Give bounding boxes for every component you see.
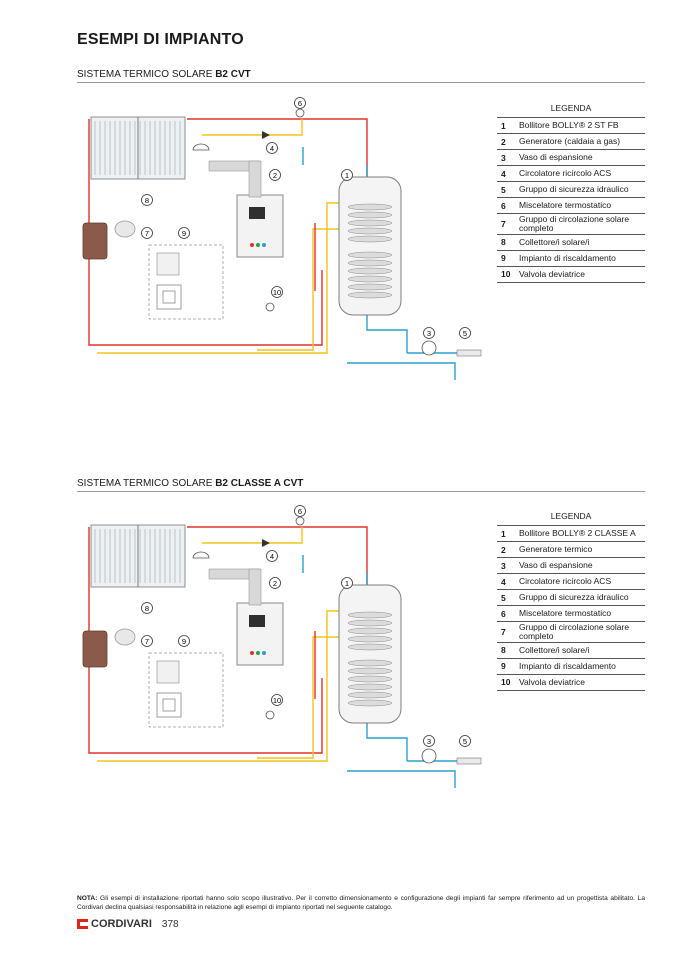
boiler bbox=[237, 195, 283, 257]
cold-pipe-inlet bbox=[347, 771, 455, 788]
safety-group bbox=[457, 350, 481, 356]
section-2-heading bbox=[77, 478, 645, 492]
legend-text: Bollitore BOLLY® 2 CLASSE A bbox=[519, 528, 636, 539]
legend-text: Vaso di espansione bbox=[519, 152, 593, 163]
acs-expansion-vessel bbox=[193, 144, 209, 150]
legend-text: Gruppo di sicurezza idraulico bbox=[519, 184, 629, 195]
tank-coil-lower bbox=[348, 676, 392, 682]
legend-num: 4 bbox=[501, 168, 506, 179]
legend-num: 10 bbox=[501, 269, 511, 280]
flue-pipe-vertical bbox=[249, 161, 261, 197]
solar-expansion-vessel bbox=[115, 221, 135, 237]
legend-text: Valvola deviatrice bbox=[519, 268, 585, 279]
legend-item bbox=[497, 267, 645, 283]
legend-num: 1 bbox=[501, 528, 506, 539]
solar-circulation-group bbox=[83, 223, 107, 259]
section-1-diagram bbox=[77, 95, 497, 385]
legend-num: 2 bbox=[501, 136, 506, 147]
callout-number: 1 bbox=[344, 170, 350, 180]
tank-coil-lower bbox=[348, 260, 392, 266]
page-title: ESEMPI DI IMPIANTO bbox=[77, 31, 244, 48]
legend-num: 3 bbox=[501, 152, 506, 163]
callout-number: 5 bbox=[462, 328, 468, 338]
legend-num: 6 bbox=[501, 200, 506, 211]
legend-text: Miscelatore termostatico bbox=[519, 608, 612, 619]
tank-coil-lower bbox=[348, 700, 392, 706]
legend-num: 3 bbox=[501, 560, 506, 571]
tank-coil-lower bbox=[348, 284, 392, 290]
legend-text: Miscelatore termostatico bbox=[519, 200, 612, 211]
legend-text: Vaso di espansione bbox=[519, 560, 593, 571]
callout-number: 9 bbox=[181, 636, 187, 646]
note-text: Gli esempi di installazione riportati hanno solo scopo illustrativo. Per il corretto dimensionamento e configurazione degli impianti far sempre riferimento ad un progettista abilitato. La Cordivari declina qualsiasi responsabilità in relazione agli esempi di impianto riportati nel seguente catalogo. bbox=[77, 895, 645, 911]
floor-heating-coil bbox=[157, 693, 181, 717]
tank-coil-lower bbox=[348, 268, 392, 274]
callout-number: 8 bbox=[144, 603, 150, 613]
legend-text: Bollitore BOLLY® 2 ST FB bbox=[519, 120, 619, 131]
legend-text: Impianto di riscaldamento bbox=[519, 252, 616, 263]
boiler-display bbox=[249, 615, 265, 627]
floor-heating-coil-inner bbox=[163, 699, 175, 711]
callout-number: 5 bbox=[462, 736, 468, 746]
legend-title: LEGENDA bbox=[497, 508, 645, 526]
legend-item bbox=[497, 590, 645, 606]
legend-num: 7 bbox=[501, 626, 506, 637]
cordivari-logo bbox=[77, 918, 152, 930]
legend-item bbox=[497, 558, 645, 574]
legend-item bbox=[497, 166, 645, 182]
legend-title: LEGENDA bbox=[497, 100, 645, 118]
legend-item bbox=[497, 659, 645, 675]
legend-text: Generatore termico bbox=[519, 544, 593, 555]
tank-coil-lower bbox=[348, 668, 392, 674]
tank-coil-upper bbox=[348, 220, 392, 226]
tank-coil-upper bbox=[348, 612, 392, 618]
legend-item bbox=[497, 542, 645, 558]
legend-item bbox=[497, 643, 645, 659]
legend-num: 1 bbox=[501, 120, 506, 131]
boiler bbox=[237, 603, 283, 665]
legend-num: 5 bbox=[501, 184, 506, 195]
brand-name: CORDIVARI bbox=[91, 918, 152, 930]
legend-item bbox=[497, 606, 645, 622]
boiler-led-blue bbox=[262, 651, 266, 655]
callout-number: 7 bbox=[144, 636, 150, 646]
floor-heating-coil-inner bbox=[163, 291, 175, 303]
page-footer bbox=[77, 918, 179, 930]
boiler-led-red bbox=[250, 243, 254, 247]
solar-circulation-group bbox=[83, 631, 107, 667]
diverter-valve bbox=[266, 303, 274, 311]
boiler-led-green bbox=[256, 243, 260, 247]
tank-coil-upper bbox=[348, 228, 392, 234]
tank-coil-lower bbox=[348, 660, 392, 666]
note-label: NOTA: bbox=[77, 895, 98, 902]
tank-coil-lower bbox=[348, 692, 392, 698]
legend-text: Circolatore ricircolo ACS bbox=[519, 168, 612, 179]
legend-item bbox=[497, 214, 645, 235]
thermostatic-mixer bbox=[296, 517, 304, 525]
acs-circulator-pump bbox=[262, 539, 270, 547]
diverter-valve bbox=[266, 711, 274, 719]
tank-coil-upper bbox=[348, 628, 392, 634]
acs-expansion-vessel bbox=[193, 552, 209, 558]
boiler-led-blue bbox=[262, 243, 266, 247]
legend-item bbox=[497, 574, 645, 590]
legend-num: 6 bbox=[501, 608, 506, 619]
legend-text: Generatore (caldaia a gas) bbox=[519, 136, 621, 147]
callout-number: 4 bbox=[269, 143, 275, 153]
legend-num: 4 bbox=[501, 576, 506, 587]
section-2-heading-prefix: SISTEMA TERMICO SOLARE bbox=[77, 478, 216, 489]
legend-num: 7 bbox=[501, 218, 506, 229]
section-2-legend bbox=[497, 508, 645, 691]
tank-coil-lower bbox=[348, 292, 392, 298]
acs-circulator-pump bbox=[262, 131, 270, 139]
boiler-led-red bbox=[250, 651, 254, 655]
boiler-led-green bbox=[256, 651, 260, 655]
callout-number: 10 bbox=[272, 287, 282, 297]
expansion-vessel bbox=[422, 341, 436, 355]
tank-coil-lower bbox=[348, 252, 392, 258]
callout-number: 4 bbox=[269, 551, 275, 561]
boiler-display bbox=[249, 207, 265, 219]
legend-item bbox=[497, 118, 645, 134]
safety-group bbox=[457, 758, 481, 764]
legend-item bbox=[497, 134, 645, 150]
section-1-heading bbox=[77, 69, 645, 83]
section-2-heading-model: B2 CLASSE A CVT bbox=[215, 478, 304, 489]
callout-number: 3 bbox=[426, 328, 432, 338]
tank-coil-upper bbox=[348, 644, 392, 650]
solar-pipe-top bbox=[202, 527, 302, 543]
tank-coil-lower bbox=[348, 684, 392, 690]
radiator bbox=[157, 661, 179, 683]
legend-item bbox=[497, 198, 645, 214]
legend-text: Collettore/i solare/i bbox=[519, 236, 590, 247]
page-number: 378 bbox=[161, 918, 179, 930]
expansion-vessel bbox=[422, 749, 436, 763]
legend-text: Gruppo di circolazione solare completo bbox=[519, 622, 630, 641]
tank-coil-upper bbox=[348, 620, 392, 626]
tank-coil-upper bbox=[348, 636, 392, 642]
legend-num: 10 bbox=[501, 677, 511, 688]
legend-num: 5 bbox=[501, 592, 506, 603]
legend-item bbox=[497, 251, 645, 267]
legend-num: 8 bbox=[501, 645, 506, 656]
floor-heating-coil bbox=[157, 285, 181, 309]
legend-text: Collettore/i solare/i bbox=[519, 644, 590, 655]
solar-pipe-top bbox=[202, 119, 302, 135]
callout-number: 3 bbox=[426, 736, 432, 746]
legend-num: 9 bbox=[501, 253, 506, 264]
legend-item bbox=[497, 526, 645, 542]
tank-coil-upper bbox=[348, 204, 392, 210]
legend-item bbox=[497, 182, 645, 198]
callout-number: 6 bbox=[297, 98, 303, 108]
cold-pipe-inlet bbox=[347, 363, 455, 380]
legend-num: 9 bbox=[501, 661, 506, 672]
section-1-heading-model: B2 CVT bbox=[215, 69, 251, 80]
callout-number: 6 bbox=[297, 506, 303, 516]
legend-text: Valvola deviatrice bbox=[519, 676, 585, 687]
legend-text: Gruppo di sicurezza idraulico bbox=[519, 592, 629, 603]
tank-coil-upper bbox=[348, 212, 392, 218]
legend-item bbox=[497, 622, 645, 643]
disclaimer-note bbox=[77, 895, 645, 912]
legend-text: Impianto di riscaldamento bbox=[519, 660, 616, 671]
legend-item bbox=[497, 150, 645, 166]
solar-expansion-vessel bbox=[115, 629, 135, 645]
callout-number: 8 bbox=[144, 195, 150, 205]
callout-number: 2 bbox=[272, 578, 278, 588]
tank-coil-lower bbox=[348, 276, 392, 282]
callout-number: 1 bbox=[344, 578, 350, 588]
tank-coil-upper bbox=[348, 236, 392, 242]
callout-number: 7 bbox=[144, 228, 150, 238]
legend-num: 8 bbox=[501, 237, 506, 248]
callout-number: 2 bbox=[272, 170, 278, 180]
legend-text: Gruppo di circolazione solare completo bbox=[519, 214, 630, 233]
legend-text: Circolatore ricircolo ACS bbox=[519, 576, 612, 587]
radiator bbox=[157, 253, 179, 275]
section-1-legend bbox=[497, 100, 645, 283]
flue-pipe-vertical bbox=[249, 569, 261, 605]
legend-item bbox=[497, 235, 645, 251]
brand-mark-icon bbox=[77, 919, 88, 929]
legend-num: 2 bbox=[501, 544, 506, 555]
callout-number: 9 bbox=[181, 228, 187, 238]
callout-number: 10 bbox=[272, 695, 282, 705]
thermostatic-mixer bbox=[296, 109, 304, 117]
section-1-heading-prefix: SISTEMA TERMICO SOLARE bbox=[77, 69, 216, 80]
legend-item bbox=[497, 675, 645, 691]
section-2-diagram bbox=[77, 503, 497, 793]
